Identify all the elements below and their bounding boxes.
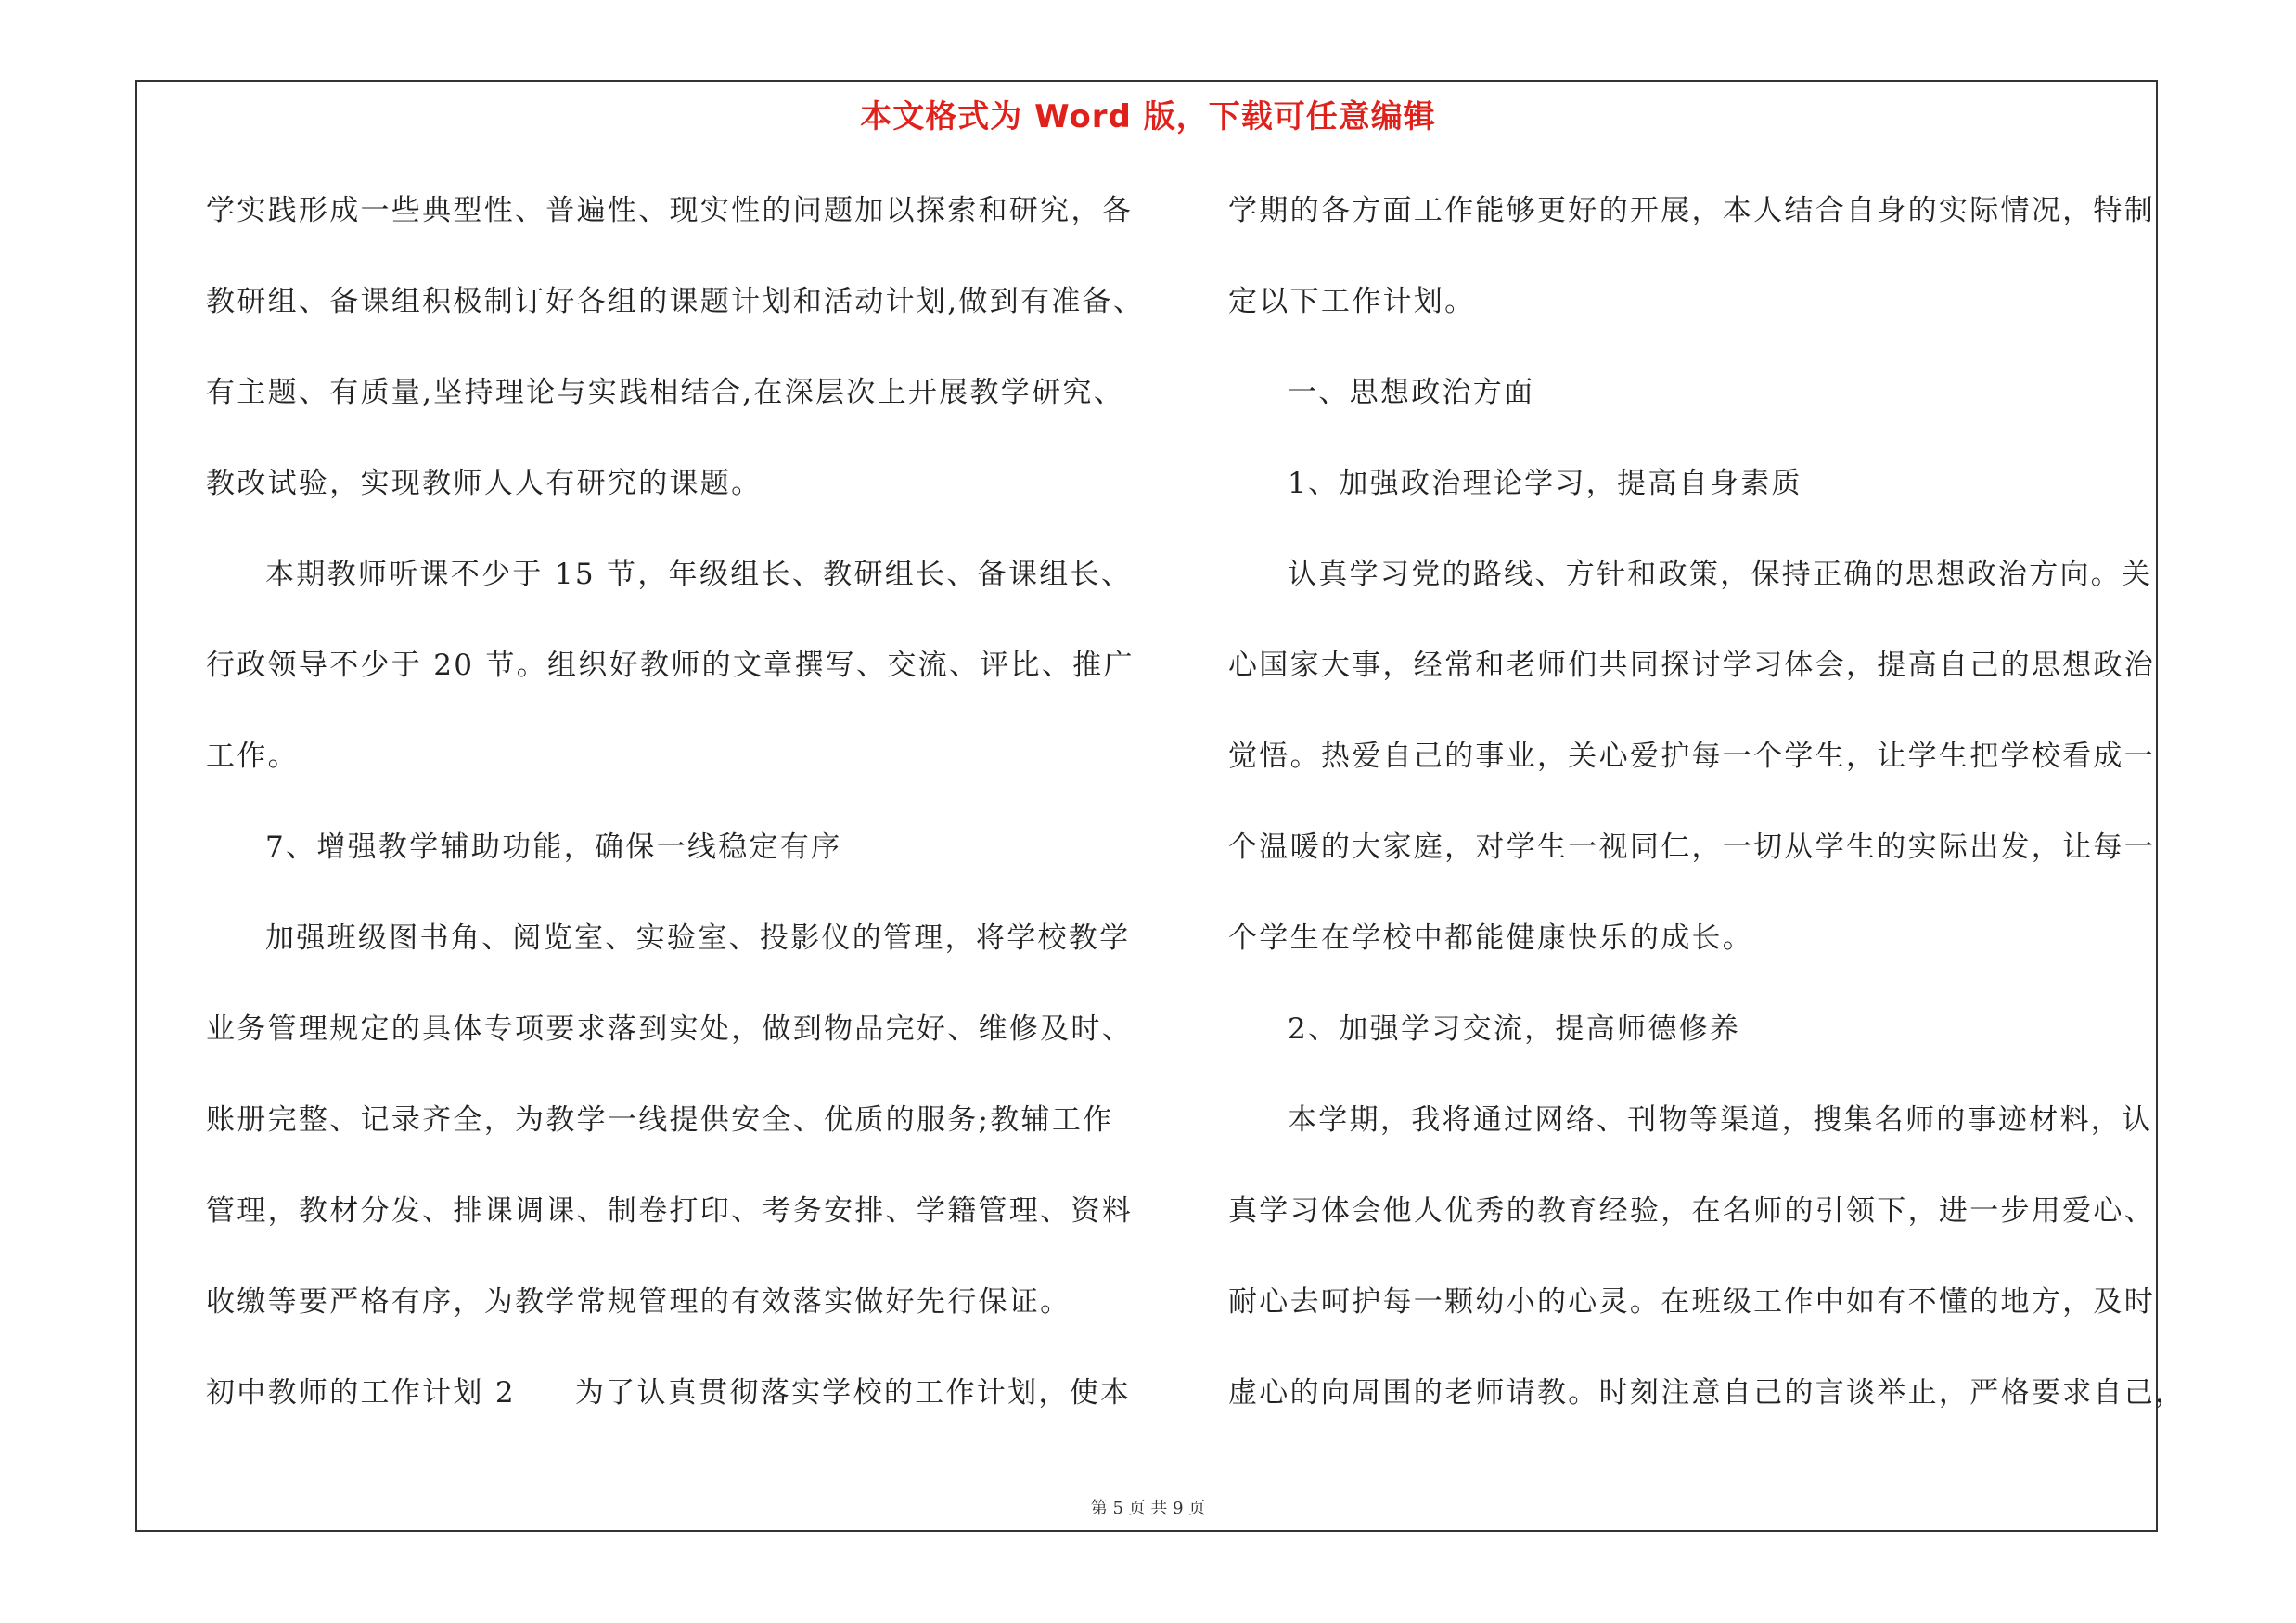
- subsection-heading: 2、加强学习交流，提高师德修养: [1288, 1012, 1741, 1046]
- text-line: 学实践形成一些典型性、普遍性、现实性的问题加以探索和研究，各: [206, 194, 1133, 227]
- format-banner: 本文格式为 Word 版，下载可任意编辑: [860, 98, 1436, 135]
- section-heading: 一、思想政治方面: [1288, 376, 1535, 409]
- text-line: 个温暖的大家庭，对学生一视同仁，一切从学生的实际出发，让每一: [1228, 831, 2155, 864]
- text-line: [206, 1366, 1143, 1457]
- text-line: 真学习体会他人优秀的教育经验，在名师的引领下，进一步用爱心、: [1228, 1194, 2155, 1228]
- text-line: 觉悟。热爱自己的事业，关心爱护每一个学生，让学生把学校看成一: [1228, 740, 2155, 773]
- text-line: 耐心去呵护每一颗幼小的心灵。在班级工作中如有不懂的地方，及时: [1228, 1285, 2155, 1319]
- text-line: 心国家大事，经常和老师们共同探讨学习体会，提高自己的思想政治: [1228, 649, 2155, 682]
- text-line: 有主题、有质量,坚持理论与实践相结合,在深层次上开展教学研究、: [206, 376, 1125, 409]
- left-column: [206, 184, 1143, 1457]
- text-line: 本学期，我将通过网络、刊物等渠道，搜集名师的事迹材料，认: [1288, 1103, 2153, 1137]
- text-line: 行政领导不少于 20 节。组织好教师的文章撰写、交流、评比、推广: [206, 649, 1135, 682]
- text-line: 定以下工作计划。: [1228, 285, 1476, 318]
- right-column: [1228, 184, 2187, 1457]
- text-line: 认真学习党的路线、方针和政策，保持正确的思想政治方向。关: [1288, 558, 2153, 591]
- text-line: 管理，教材分发、排课调课、制卷打印、考务安排、学籍管理、资料: [206, 1194, 1133, 1228]
- text-line-tail: 为了认真贯彻落实学校的工作计划，使本: [574, 1376, 1132, 1410]
- text-line: 收缴等要严格有序，为教学常规管理的有效落实做好先行保证。: [206, 1285, 1071, 1319]
- text-line: 本期教师听课不少于 15 节，年级组长、教研组长、备课组长、: [265, 558, 1133, 591]
- text-line: 教改试验，实现教师人人有研究的课题。: [206, 467, 763, 500]
- text-line: 学期的各方面工作能够更好的开展，本人结合自身的实际情况，特制: [1228, 194, 2155, 227]
- text-line: 加强班级图书角、阅览室、实验室、投影仪的管理，将学校教学: [265, 921, 1131, 955]
- text-line: 虚心的向周围的老师请教。时刻注意自己的言谈举止，严格要求自己，: [1228, 1376, 2187, 1410]
- subsection-heading: 1、加强政治理论学习，提高自身素质: [1288, 467, 1802, 500]
- page-number: 第 5 页 共 9 页: [1090, 1499, 1206, 1518]
- section-heading: 7、增强教学辅助功能，确保一线稳定有序: [265, 831, 842, 864]
- text-line: 教研组、备课组积极制订好各组的课题计划和活动计划,做到有准备、: [206, 285, 1145, 318]
- text-line: 账册完整、记录齐全，为教学一线提供安全、优质的服务;教辅工作: [206, 1103, 1114, 1137]
- text-line: 个学生在学校中都能健康快乐的成长。: [1228, 921, 1754, 955]
- article-title: 初中教师的工作计划 2: [206, 1376, 516, 1410]
- text-line: 业务管理规定的具体专项要求落到实处，做到物品完好、维修及时、: [206, 1012, 1133, 1046]
- text-line: 工作。: [206, 740, 299, 773]
